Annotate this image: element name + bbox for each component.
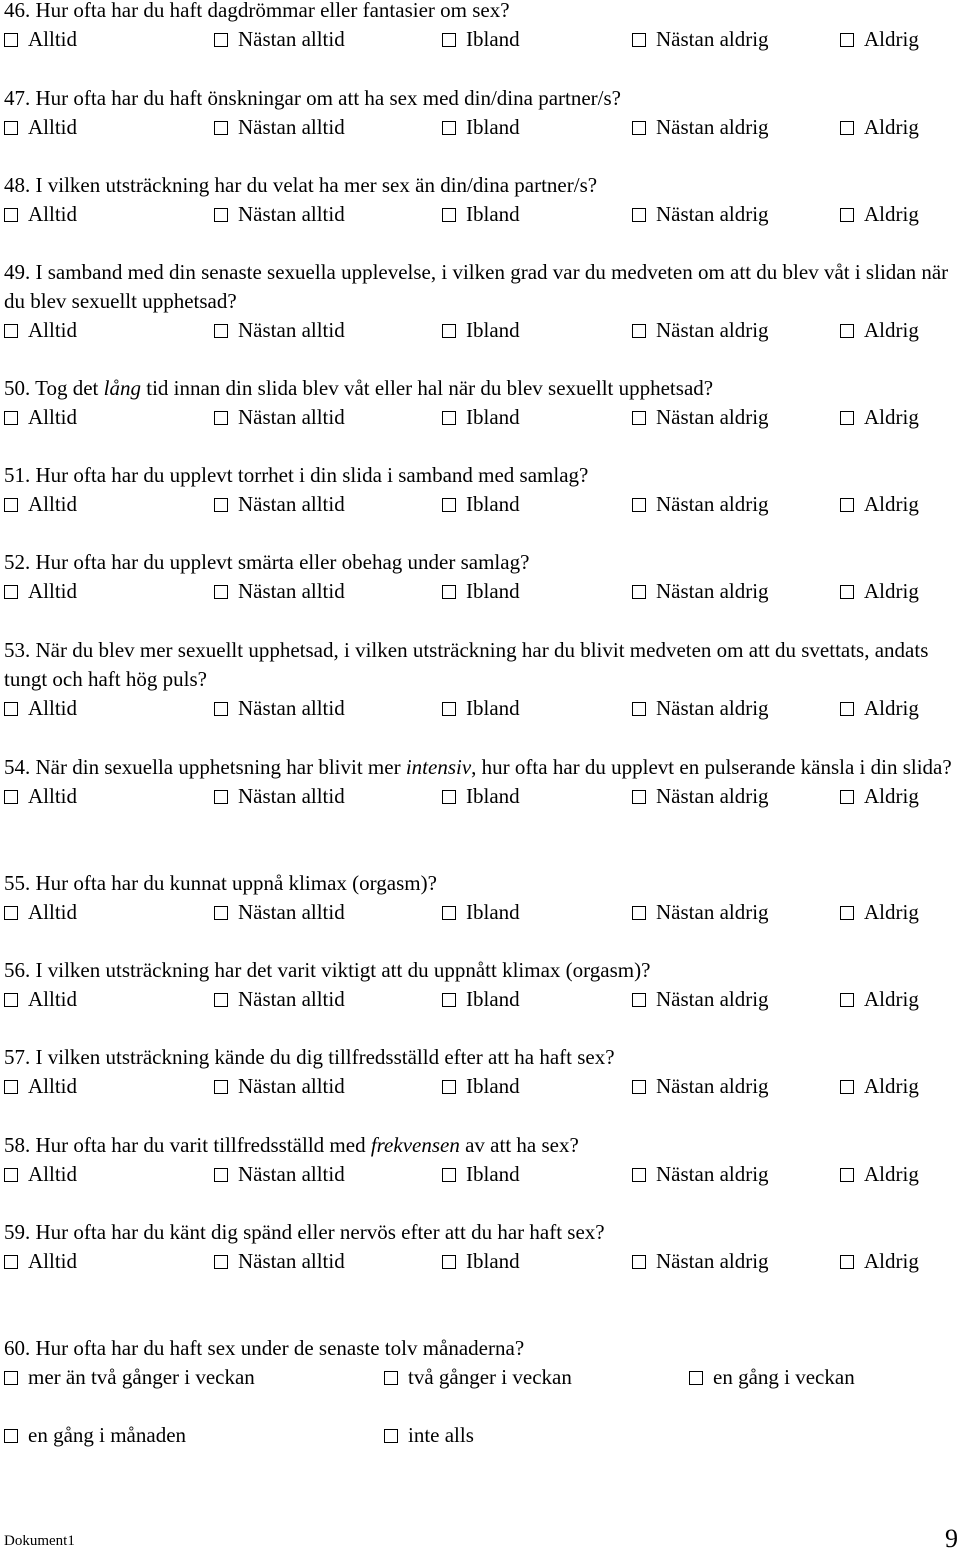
checkbox-icon[interactable] [214,790,228,804]
answer-options [4,403,960,432]
option-label: Nästan alltid [238,784,345,808]
answer-options [4,577,960,606]
checkbox-icon[interactable] [632,993,646,1007]
question-46 [4,0,960,54]
option-label: Aldrig [864,405,919,429]
checkbox-icon[interactable] [632,790,646,804]
option-label: Nästan aldrig [656,696,769,720]
answer-option-0[interactable] [4,1072,77,1101]
checkbox-icon[interactable] [442,585,456,599]
checkbox-icon[interactable] [840,33,854,47]
checkbox-icon[interactable] [840,702,854,716]
answer-option-1[interactable] [214,403,345,432]
checkbox-icon[interactable] [214,585,228,599]
checkbox-icon[interactable] [442,121,456,135]
checkbox-icon[interactable] [840,906,854,920]
question-59 [4,1218,960,1276]
option-label: Ibland [466,1074,520,1098]
checkbox-icon[interactable] [840,324,854,338]
answer-option-0[interactable] [4,200,77,229]
checkbox-icon[interactable] [214,906,228,920]
option-label: Alltid [28,1249,78,1273]
answer-options [4,200,960,229]
answer-option-0[interactable] [4,694,77,723]
question-48 [4,171,960,229]
checkbox-icon[interactable] [384,1371,398,1385]
option-label: inte alls [408,1423,474,1447]
answer-option-2[interactable] [442,200,520,229]
checkbox-icon[interactable] [442,324,456,338]
answer-option-4[interactable] [840,898,919,927]
option-label: Nästan aldrig [656,318,769,342]
option-label: Ibland [466,1249,520,1273]
answer-option-4[interactable] [840,1160,919,1189]
option-label: Ibland [466,492,520,516]
answer-option-3[interactable] [632,403,769,432]
frequency-option-2[interactable] [689,1363,855,1392]
option-label: Aldrig [864,987,919,1011]
checkbox-icon[interactable] [840,993,854,1007]
option-label: Ibland [466,115,520,139]
option-label: Ibland [466,318,520,342]
answer-option-4[interactable] [840,694,919,723]
answer-option-4[interactable] [840,985,919,1014]
question-text: 54. När din sexuella upphetsning har blivit mer intensiv, hur ofta har du upplevt en pulserande känsla i din slida? [4,755,952,779]
answer-options [4,25,960,54]
checkbox-icon[interactable] [632,208,646,222]
question-56 [4,956,960,1014]
option-label: Alltid [28,1074,78,1098]
question-text: 49. I samband med din senaste sexuella upplevelse, i vilken grad var du medveten om att du blev våt i slidan när du blev sexuellt upphetsad? [4,260,949,313]
question-text: 60. Hur ofta har du haft sex under de senaste tolv månaderna? [4,1336,525,1360]
answer-option-2[interactable] [442,113,520,142]
option-label: Ibland [466,1162,520,1186]
option-label: Nästan aldrig [656,202,769,226]
checkbox-icon[interactable] [840,121,854,135]
option-label: Ibland [466,784,520,808]
option-label: Nästan aldrig [656,1249,769,1273]
option-label: Alltid [28,579,78,603]
answer-option-4[interactable] [840,782,919,811]
question-57 [4,1043,960,1101]
answer-option-1[interactable] [214,782,345,811]
answer-option-1[interactable] [214,577,345,606]
option-label: Alltid [28,318,78,342]
frequency-option-1[interactable] [384,1363,572,1392]
option-label: Ibland [466,987,520,1011]
answer-options [4,316,960,345]
question-55 [4,869,960,927]
answer-option-1[interactable] [214,694,345,723]
question-text: 53. När du blev mer sexuellt upphetsad, i vilken utsträckning har du blivit medveten om att du svettats, andats tungt och haft hög puls? [4,638,929,691]
checkbox-icon[interactable] [632,121,646,135]
answer-option-1[interactable] [214,490,345,519]
checkbox-icon[interactable] [632,1080,646,1094]
option-label: mer än två gånger i veckan [28,1365,255,1389]
option-label: Nästan aldrig [656,1074,769,1098]
option-label: Nästan alltid [238,696,345,720]
answer-option-1[interactable] [214,1072,345,1101]
answer-options [4,1160,960,1189]
question-text: 55. Hur ofta har du kunnat uppnå klimax (orgasm)? [4,871,437,895]
answer-option-0[interactable] [4,316,77,345]
option-label: Nästan alltid [238,492,345,516]
option-label: Aldrig [864,318,919,342]
answer-option-2[interactable] [442,1247,520,1276]
question-52 [4,548,960,606]
option-label: Alltid [28,987,78,1011]
answer-option-1[interactable] [214,113,345,142]
checkbox-icon[interactable] [632,906,646,920]
answer-option-3[interactable] [632,985,769,1014]
checkbox-icon[interactable] [632,585,646,599]
option-label: Nästan alltid [238,579,345,603]
checkbox-icon[interactable] [4,208,18,222]
answer-options [4,490,960,519]
checkbox-icon[interactable] [4,906,18,920]
option-label: Nästan alltid [238,318,345,342]
checkbox-icon[interactable] [4,33,18,47]
answer-option-0[interactable] [4,577,77,606]
checkbox-icon[interactable] [442,411,456,425]
checkbox-icon[interactable] [384,1429,398,1443]
footer-document-name: Dokument1 [4,1533,75,1549]
checkbox-icon[interactable] [214,324,228,338]
answer-options [4,1247,960,1276]
frequency-option-0[interactable] [4,1363,255,1392]
checkbox-icon[interactable] [4,411,18,425]
option-label: Nästan alltid [238,405,345,429]
option-label: Ibland [466,202,520,226]
answer-options [4,898,960,927]
answer-option-4[interactable] [840,25,919,54]
option-label: Nästan aldrig [656,115,769,139]
option-label: Ibland [466,27,520,51]
option-label: en gång i veckan [713,1365,855,1389]
answer-options [4,1072,960,1101]
checkbox-icon[interactable] [840,1255,854,1269]
answer-option-1[interactable] [214,1247,345,1276]
option-label: Aldrig [864,900,919,924]
option-label: Aldrig [864,1249,919,1273]
checkbox-icon[interactable] [4,1429,18,1443]
option-label: Nästan alltid [238,202,345,226]
checkbox-icon[interactable] [840,411,854,425]
question-text: 46. Hur ofta har du haft dagdrömmar eller fantasier om sex? [4,0,510,22]
option-label: Alltid [28,27,78,51]
option-label: Aldrig [864,1074,919,1098]
answer-option-3[interactable] [632,113,769,142]
answer-option-2[interactable] [442,694,520,723]
frequency-option-3[interactable] [4,1421,186,1450]
answer-option-3[interactable] [632,898,769,927]
option-label: Ibland [466,579,520,603]
answer-options [4,782,960,811]
checkbox-icon[interactable] [632,324,646,338]
checkbox-icon[interactable] [632,411,646,425]
option-label: Aldrig [864,492,919,516]
checkbox-icon[interactable] [442,906,456,920]
answer-option-1[interactable] [214,25,345,54]
checkbox-icon[interactable] [4,702,18,716]
answer-option-3[interactable] [632,25,769,54]
checkbox-icon[interactable] [689,1371,703,1385]
checkbox-icon[interactable] [840,1168,854,1182]
answer-option-1[interactable] [214,200,345,229]
checkbox-icon[interactable] [214,1080,228,1094]
option-label: Nästan aldrig [656,492,769,516]
answer-option-2[interactable] [442,403,520,432]
checkbox-icon[interactable] [442,1080,456,1094]
checkbox-icon[interactable] [214,121,228,135]
option-label: Ibland [466,696,520,720]
answer-option-4[interactable] [840,200,919,229]
option-label: Nästan alltid [238,115,345,139]
checkbox-icon[interactable] [632,702,646,716]
answer-option-0[interactable] [4,113,77,142]
answer-option-3[interactable] [632,782,769,811]
page-number: 9 [945,1524,958,1553]
answer-option-2[interactable] [442,1160,520,1189]
question-54 [4,753,960,811]
option-label: en gång i månaden [28,1423,187,1447]
answer-option-2[interactable] [442,985,520,1014]
frequency-option-4[interactable] [384,1421,474,1450]
option-label: Nästan aldrig [656,579,769,603]
question-47 [4,84,960,142]
checkbox-icon[interactable] [4,1168,18,1182]
checkbox-icon[interactable] [214,208,228,222]
answer-option-3[interactable] [632,1072,769,1101]
answer-option-4[interactable] [840,1072,919,1101]
answer-option-4[interactable] [840,577,919,606]
answer-option-0[interactable] [4,985,77,1014]
checkbox-icon[interactable] [442,33,456,47]
question-50 [4,374,960,432]
answer-option-3[interactable] [632,316,769,345]
option-label: Nästan aldrig [656,900,769,924]
checkbox-icon[interactable] [4,121,18,135]
checkbox-icon[interactable] [4,1371,18,1385]
option-label: Alltid [28,900,78,924]
option-label: Nästan alltid [238,987,345,1011]
answer-option-1[interactable] [214,1160,345,1189]
answer-option-3[interactable] [632,577,769,606]
checkbox-icon[interactable] [4,324,18,338]
checkbox-icon[interactable] [4,498,18,512]
option-label: Alltid [28,115,78,139]
answer-options-row-1 [4,1363,960,1392]
option-label: Alltid [28,492,78,516]
answer-option-0[interactable] [4,898,77,927]
answer-option-4[interactable] [840,316,919,345]
option-label: Alltid [28,202,78,226]
option-label: Aldrig [864,27,919,51]
option-label: Aldrig [864,784,919,808]
checkbox-icon[interactable] [442,1255,456,1269]
answer-option-3[interactable] [632,490,769,519]
question-53 [4,636,960,723]
option-label: Aldrig [864,1162,919,1186]
question-text: 56. I vilken utsträckning har det varit viktigt att du uppnått klimax (orgasm)? [4,958,651,982]
option-label: Nästan alltid [238,27,345,51]
option-label: Nästan aldrig [656,784,769,808]
option-label: Nästan aldrig [656,987,769,1011]
answer-option-2[interactable] [442,1072,520,1101]
option-label: Aldrig [864,696,919,720]
question-text: 52. Hur ofta har du upplevt smärta eller obehag under samlag? [4,550,530,574]
answer-option-1[interactable] [214,985,345,1014]
checkbox-icon[interactable] [442,993,456,1007]
question-text: 51. Hur ofta har du upplevt torrhet i din slida i samband med samlag? [4,463,589,487]
question-text: 58. Hur ofta har du varit tillfredsställd med frekvensen av att ha sex? [4,1133,579,1157]
checkbox-icon[interactable] [442,1168,456,1182]
answer-option-4[interactable] [840,490,919,519]
answer-option-2[interactable] [442,898,520,927]
checkbox-icon[interactable] [442,702,456,716]
checkbox-icon[interactable] [632,1168,646,1182]
question-text: 48. I vilken utsträckning har du velat ha mer sex än din/dina partner/s? [4,173,598,197]
answer-option-4[interactable] [840,113,919,142]
answer-option-2[interactable] [442,25,520,54]
checkbox-icon[interactable] [840,498,854,512]
answer-option-0[interactable] [4,403,77,432]
answer-option-4[interactable] [840,403,919,432]
answer-option-3[interactable] [632,1247,769,1276]
checkbox-icon[interactable] [840,208,854,222]
checkbox-icon[interactable] [214,1255,228,1269]
answer-option-0[interactable] [4,782,77,811]
answer-options [4,694,960,723]
checkbox-icon[interactable] [214,702,228,716]
checkbox-icon[interactable] [442,790,456,804]
answer-option-3[interactable] [632,1160,769,1189]
checkbox-icon[interactable] [4,1255,18,1269]
checkbox-icon[interactable] [442,498,456,512]
checkbox-icon[interactable] [4,1080,18,1094]
option-label: Aldrig [864,579,919,603]
checkbox-icon[interactable] [632,498,646,512]
checkbox-icon[interactable] [840,1080,854,1094]
option-label: Nästan aldrig [656,1162,769,1186]
option-label: Aldrig [864,202,919,226]
answer-option-2[interactable] [442,577,520,606]
option-label: Nästan aldrig [656,405,769,429]
option-label: Nästan aldrig [656,27,769,51]
question-text: 50. Tog det lång tid innan din slida blev våt eller hal när du blev sexuellt upphetsad? [4,376,714,400]
checkbox-icon[interactable] [214,33,228,47]
question-49 [4,258,960,345]
answer-option-0[interactable] [4,25,77,54]
checkbox-icon[interactable] [840,790,854,804]
option-label: Nästan alltid [238,1074,345,1098]
question-51 [4,461,960,519]
answer-options [4,113,960,142]
option-label: två gånger i veckan [408,1365,572,1389]
option-label: Aldrig [864,115,919,139]
option-label: Ibland [466,900,520,924]
answer-option-2[interactable] [442,782,520,811]
option-label: Nästan alltid [238,1162,345,1186]
option-label: Alltid [28,696,78,720]
question-text: 57. I vilken utsträckning kände du dig tillfredsställd efter att ha haft sex? [4,1045,615,1069]
answer-option-2[interactable] [442,490,520,519]
answer-option-3[interactable] [632,694,769,723]
option-label: Alltid [28,784,78,808]
question-text: 47. Hur ofta har du haft önskningar om att ha sex med din/dina partner/s? [4,86,621,110]
question-text: 59. Hur ofta har du känt dig spänd eller nervös efter att du har haft sex? [4,1220,605,1244]
option-label: Nästan alltid [238,900,345,924]
answer-option-1[interactable] [214,898,345,927]
question-58 [4,1131,960,1189]
answer-option-0[interactable] [4,1160,77,1189]
checkbox-icon[interactable] [4,790,18,804]
checkbox-icon[interactable] [840,585,854,599]
option-label: Alltid [28,1162,78,1186]
checkbox-icon[interactable] [214,498,228,512]
answer-option-3[interactable] [632,200,769,229]
answer-option-4[interactable] [840,1247,919,1276]
answer-option-2[interactable] [442,316,520,345]
checkbox-icon[interactable] [214,1168,228,1182]
checkbox-icon[interactable] [4,993,18,1007]
checkbox-icon[interactable] [442,208,456,222]
checkbox-icon[interactable] [4,585,18,599]
checkbox-icon[interactable] [632,33,646,47]
answer-options [4,985,960,1014]
answer-option-0[interactable] [4,1247,77,1276]
question-60 [4,1334,960,1450]
answer-option-0[interactable] [4,490,77,519]
checkbox-icon[interactable] [632,1255,646,1269]
option-label: Ibland [466,405,520,429]
option-label: Alltid [28,405,78,429]
answer-option-1[interactable] [214,316,345,345]
answer-options-row-2 [4,1421,960,1450]
checkbox-icon[interactable] [214,411,228,425]
option-label: Nästan alltid [238,1249,345,1273]
checkbox-icon[interactable] [214,993,228,1007]
